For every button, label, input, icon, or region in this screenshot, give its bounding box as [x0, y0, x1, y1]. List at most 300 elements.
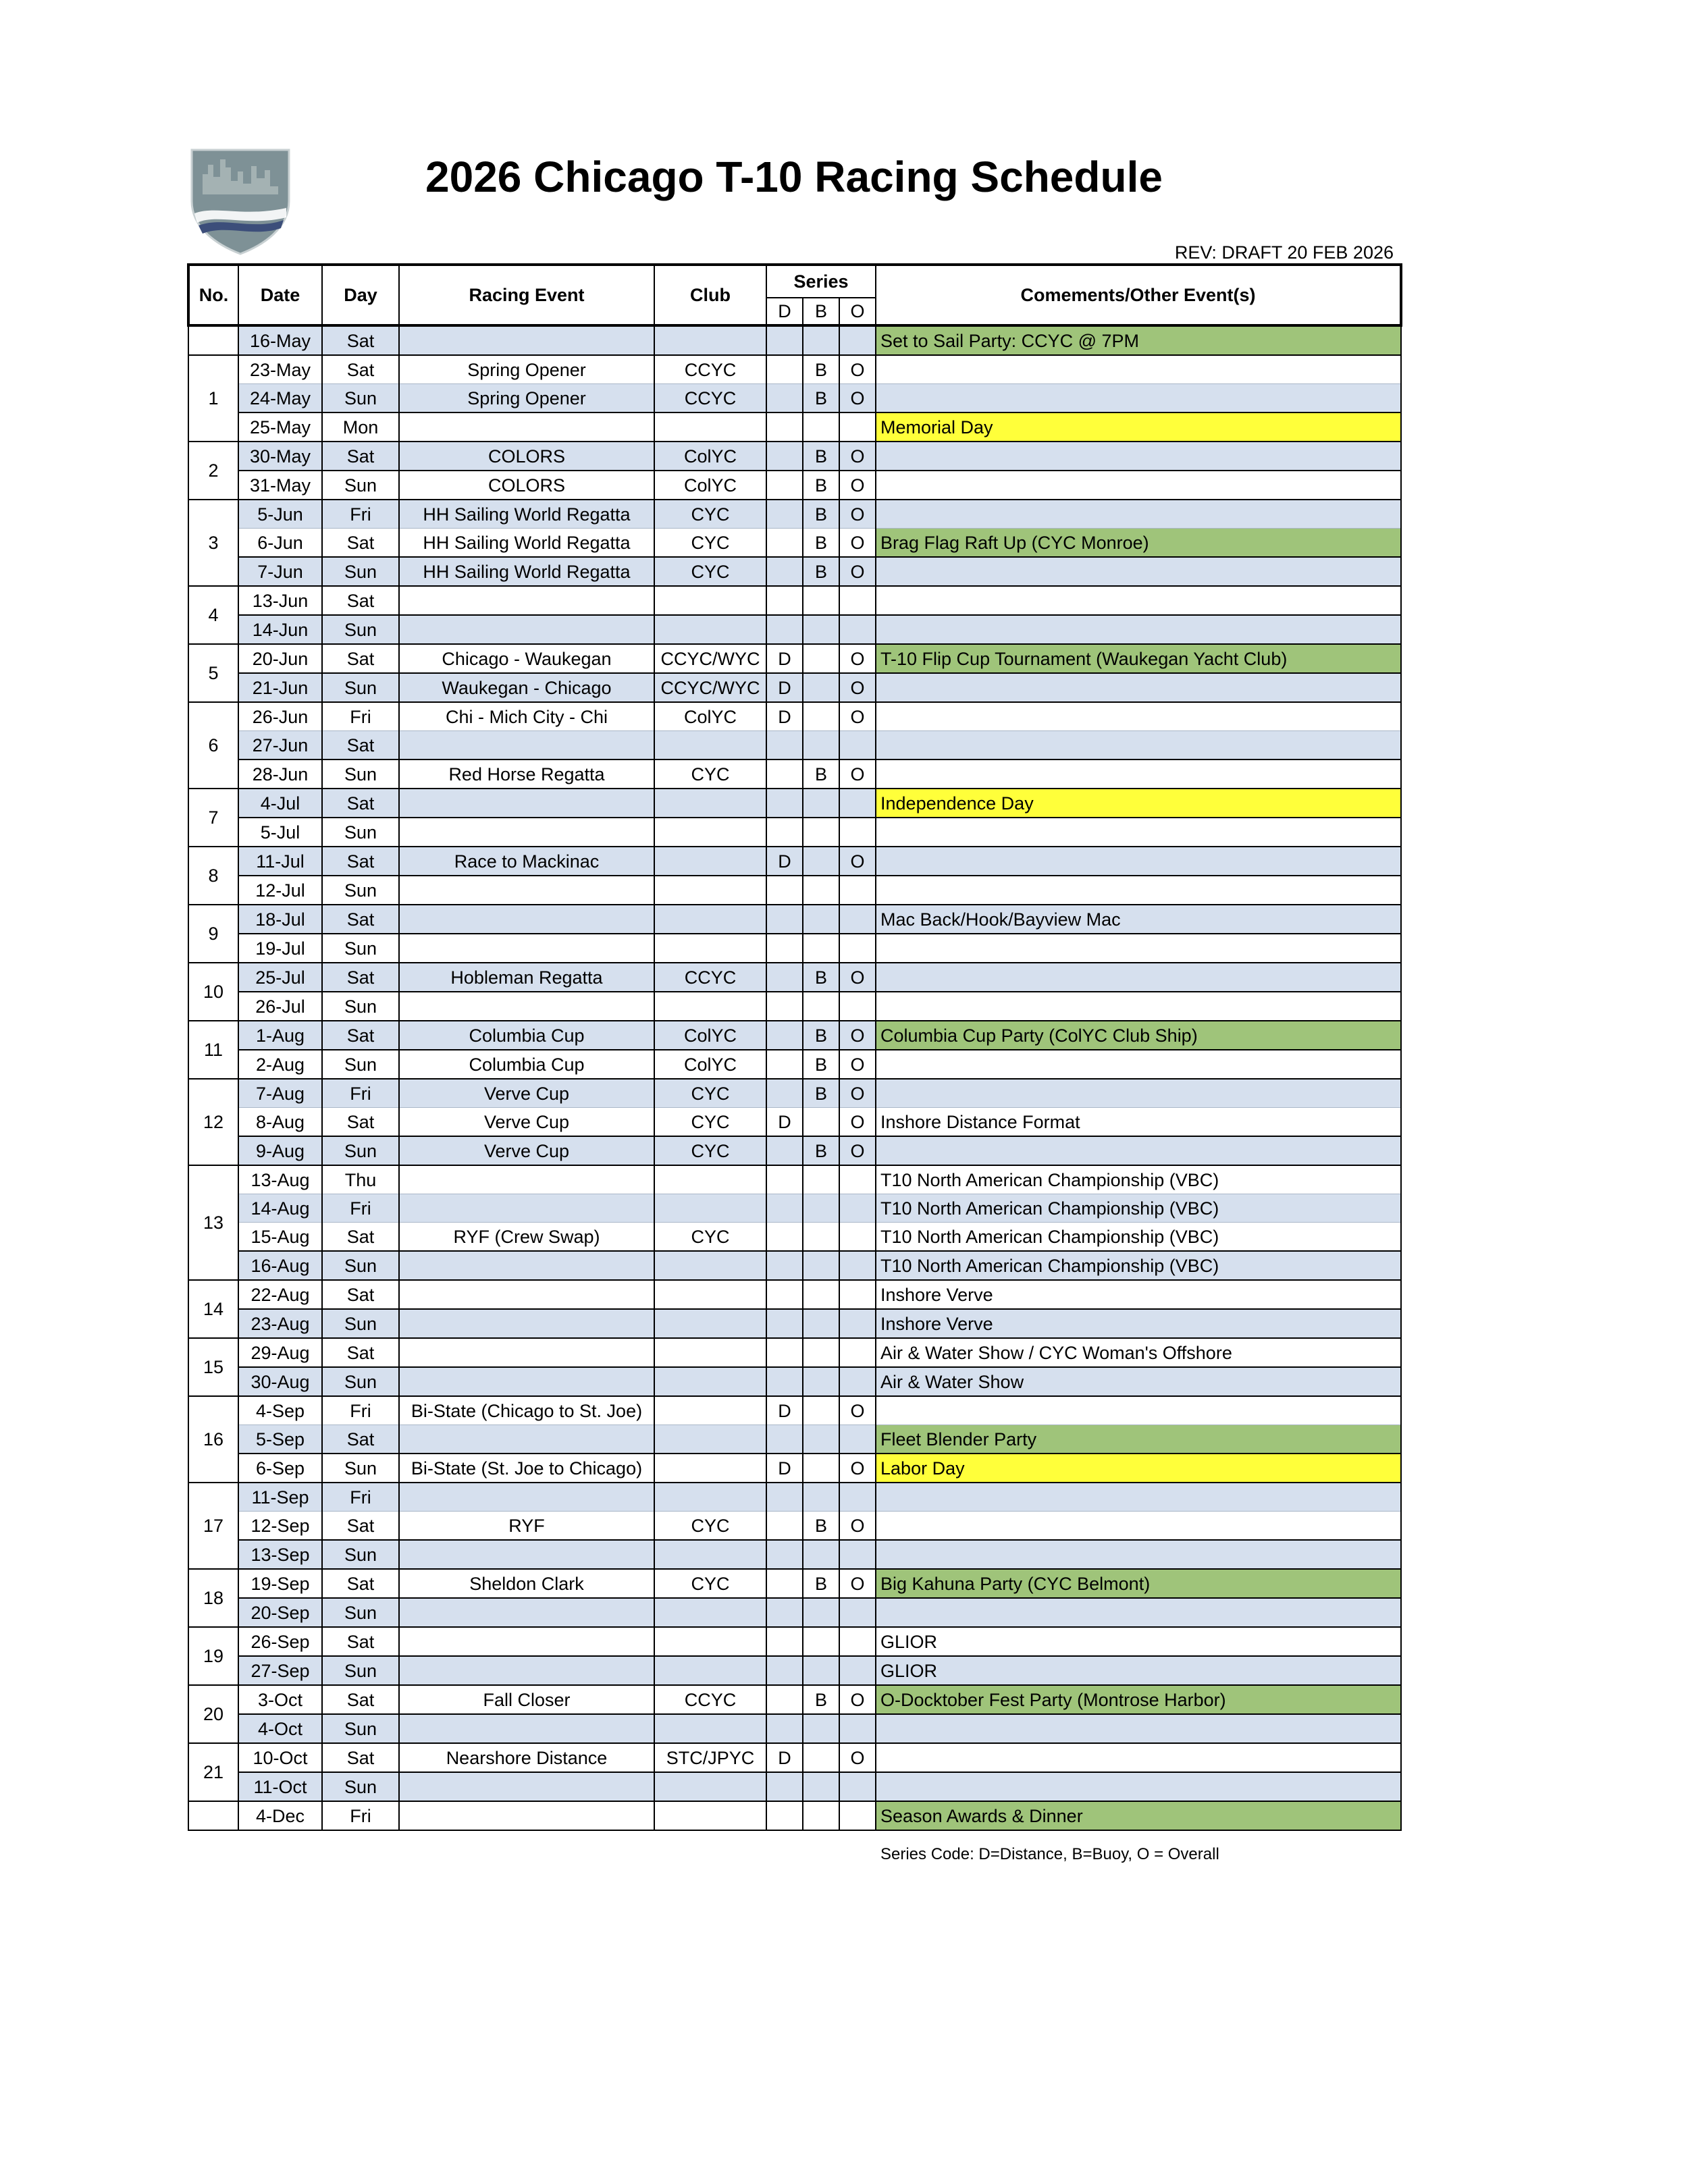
series-b-cell — [803, 1165, 839, 1194]
racing-event-cell: Red Horse Regatta — [399, 760, 654, 789]
series-b-cell — [803, 1801, 839, 1830]
day-cell: Fri — [322, 1483, 399, 1512]
series-b-cell — [803, 1251, 839, 1280]
series-d-cell: D — [766, 673, 803, 702]
comment-cell — [876, 1743, 1401, 1772]
race-number-cell: 5 — [188, 644, 238, 702]
series-o-cell — [839, 876, 876, 905]
comment-cell — [876, 1512, 1401, 1541]
series-b-cell: B — [803, 963, 839, 992]
club-cell — [654, 325, 766, 355]
club-cell: STC/JPYC — [654, 1743, 766, 1772]
day-cell: Sat — [322, 847, 399, 876]
date-cell: 29-Aug — [238, 1338, 322, 1367]
racing-event-cell — [399, 615, 654, 644]
series-b-cell — [803, 789, 839, 818]
date-cell: 13-Jun — [238, 586, 322, 615]
racing-event-cell: Fall Closer — [399, 1685, 654, 1714]
series-o-cell — [839, 1772, 876, 1801]
racing-event-cell: Columbia Cup — [399, 1050, 654, 1079]
schedule-row — [188, 1280, 1401, 1309]
club-cell — [654, 1251, 766, 1280]
date-cell: 14-Aug — [238, 1194, 322, 1223]
series-d-cell — [766, 1251, 803, 1280]
club-cell: CYC — [654, 1136, 766, 1165]
club-cell: ColYC — [654, 702, 766, 731]
series-o-cell — [839, 1309, 876, 1338]
date-cell: 15-Aug — [238, 1223, 322, 1252]
day-cell: Sat — [322, 1685, 399, 1714]
comment-cell — [876, 471, 1401, 500]
schedule-row — [188, 818, 1401, 847]
club-cell: ColYC — [654, 442, 766, 471]
racing-event-cell — [399, 1280, 654, 1309]
comment-cell — [876, 355, 1401, 384]
racing-event-cell: Sheldon Clark — [399, 1569, 654, 1598]
series-b-cell: B — [803, 557, 839, 586]
racing-event-cell: Columbia Cup — [399, 1021, 654, 1050]
club-cell — [654, 1367, 766, 1396]
series-d-cell — [766, 1540, 803, 1569]
series-b-cell: B — [803, 1136, 839, 1165]
race-number-cell: 1 — [188, 355, 238, 442]
series-d-cell — [766, 1685, 803, 1714]
racing-event-cell — [399, 586, 654, 615]
series-d-cell — [766, 384, 803, 413]
comment-cell — [876, 1050, 1401, 1079]
race-number-cell: 9 — [188, 905, 238, 963]
series-d-cell — [766, 760, 803, 789]
col-header-series-b: B — [803, 298, 839, 325]
day-cell: Sun — [322, 1050, 399, 1079]
series-d-cell: D — [766, 1454, 803, 1483]
club-cell — [654, 1165, 766, 1194]
racing-event-cell — [399, 1656, 654, 1685]
club-cell: CYC — [654, 500, 766, 529]
club-cell — [654, 1714, 766, 1743]
date-cell: 27-Sep — [238, 1656, 322, 1685]
club-cell — [654, 1309, 766, 1338]
series-d-cell: D — [766, 1743, 803, 1772]
series-b-cell — [803, 644, 839, 673]
race-number-cell: 12 — [188, 1079, 238, 1165]
club-cell — [654, 1454, 766, 1483]
col-header-racing-event: Racing Event — [399, 265, 654, 325]
club-cell — [654, 1425, 766, 1454]
series-b-cell — [803, 934, 839, 963]
schedule-row — [188, 412, 1401, 442]
date-cell: 12-Jul — [238, 876, 322, 905]
series-b-cell — [803, 673, 839, 702]
day-cell: Sat — [322, 1223, 399, 1252]
series-b-cell — [803, 702, 839, 731]
series-o-cell: O — [839, 1050, 876, 1079]
series-d-cell — [766, 876, 803, 905]
date-cell: 9-Aug — [238, 1136, 322, 1165]
comment-cell — [876, 1598, 1401, 1627]
day-cell: Sat — [322, 325, 399, 355]
series-b-cell — [803, 1108, 839, 1137]
day-cell: Sun — [322, 1540, 399, 1569]
series-b-cell: B — [803, 529, 839, 558]
day-cell: Sat — [322, 905, 399, 934]
schedule-row — [188, 876, 1401, 905]
series-o-cell — [839, 1194, 876, 1223]
series-b-cell — [803, 412, 839, 442]
day-cell: Sat — [322, 644, 399, 673]
series-d-cell — [766, 1165, 803, 1194]
date-cell: 11-Sep — [238, 1483, 322, 1512]
series-b-cell — [803, 1656, 839, 1685]
series-b-cell — [803, 992, 839, 1021]
date-cell: 8-Aug — [238, 1108, 322, 1137]
comment-cell — [876, 818, 1401, 847]
racing-event-cell — [399, 325, 654, 355]
series-b-cell — [803, 1714, 839, 1743]
racing-event-cell — [399, 412, 654, 442]
series-o-cell — [839, 1483, 876, 1512]
schedule-row — [188, 1656, 1401, 1685]
day-cell: Fri — [322, 500, 399, 529]
day-cell: Sat — [322, 1425, 399, 1454]
club-cell — [654, 1483, 766, 1512]
comment-cell — [876, 673, 1401, 702]
series-b-cell — [803, 1309, 839, 1338]
series-d-cell — [766, 557, 803, 586]
racing-event-cell — [399, 1714, 654, 1743]
race-number-cell: 3 — [188, 500, 238, 586]
racing-event-cell: COLORS — [399, 442, 654, 471]
series-b-cell — [803, 325, 839, 355]
day-cell: Sat — [322, 1280, 399, 1309]
race-number-cell — [188, 325, 238, 355]
schedule-row — [188, 1569, 1401, 1598]
schedule-row — [188, 1598, 1401, 1627]
club-cell — [654, 615, 766, 644]
comment-cell: Memorial Day — [876, 412, 1401, 442]
col-header-club: Club — [654, 265, 766, 325]
col-header-comments: Comements/Other Event(s) — [876, 265, 1401, 325]
schedule-row — [188, 1165, 1401, 1194]
date-cell: 28-Jun — [238, 760, 322, 789]
date-cell: 16-Aug — [238, 1251, 322, 1280]
day-cell: Sun — [322, 384, 399, 413]
club-cell: CYC — [654, 1079, 766, 1108]
series-o-cell — [839, 1280, 876, 1309]
series-b-cell — [803, 1540, 839, 1569]
date-cell: 1-Aug — [238, 1021, 322, 1050]
date-cell: 19-Sep — [238, 1569, 322, 1598]
series-d-cell — [766, 1772, 803, 1801]
schedule-row — [188, 355, 1401, 384]
date-cell: 7-Aug — [238, 1079, 322, 1108]
schedule-row — [188, 1021, 1401, 1050]
club-cell — [654, 1396, 766, 1425]
day-cell: Sun — [322, 818, 399, 847]
day-cell: Sun — [322, 1656, 399, 1685]
series-d-cell: D — [766, 644, 803, 673]
comment-cell — [876, 615, 1401, 644]
series-o-cell: O — [839, 355, 876, 384]
date-cell: 10-Oct — [238, 1743, 322, 1772]
series-b-cell — [803, 876, 839, 905]
schedule-row — [188, 1136, 1401, 1165]
comment-cell — [876, 1136, 1401, 1165]
series-b-cell — [803, 1194, 839, 1223]
comment-cell: Independence Day — [876, 789, 1401, 818]
series-b-cell — [803, 1483, 839, 1512]
schedule-row — [188, 1396, 1401, 1425]
col-header-day: Day — [322, 265, 399, 325]
race-number-cell: 10 — [188, 963, 238, 1021]
club-logo-shield-icon — [189, 147, 292, 255]
date-cell: 21-Jun — [238, 673, 322, 702]
racing-event-cell — [399, 1338, 654, 1367]
series-o-cell — [839, 1223, 876, 1252]
schedule-row — [188, 1309, 1401, 1338]
series-b-cell — [803, 731, 839, 760]
club-cell: CYC — [654, 557, 766, 586]
series-d-cell — [766, 1569, 803, 1598]
series-o-cell — [839, 1165, 876, 1194]
series-o-cell: O — [839, 1079, 876, 1108]
club-cell — [654, 847, 766, 876]
club-cell — [654, 586, 766, 615]
day-cell: Sun — [322, 471, 399, 500]
racing-event-cell — [399, 1367, 654, 1396]
club-cell — [654, 1280, 766, 1309]
series-o-cell: O — [839, 644, 876, 673]
series-d-cell — [766, 355, 803, 384]
series-b-cell: B — [803, 1079, 839, 1108]
date-cell: 4-Jul — [238, 789, 322, 818]
club-cell: CYC — [654, 529, 766, 558]
comment-cell — [876, 1772, 1401, 1801]
day-cell: Fri — [322, 1079, 399, 1108]
comment-cell: T-10 Flip Cup Tournament (Waukegan Yacht Club) — [876, 644, 1401, 673]
series-o-cell — [839, 1367, 876, 1396]
racing-event-cell — [399, 1309, 654, 1338]
series-o-cell — [839, 1425, 876, 1454]
comment-cell: T10 North American Championship (VBC) — [876, 1194, 1401, 1223]
club-cell: CYC — [654, 1223, 766, 1252]
col-header-date: Date — [238, 265, 322, 325]
comment-cell: T10 North American Championship (VBC) — [876, 1251, 1401, 1280]
series-b-cell — [803, 1743, 839, 1772]
club-cell — [654, 992, 766, 1021]
race-number-cell: 20 — [188, 1685, 238, 1743]
schedule-row — [188, 847, 1401, 876]
date-cell: 6-Sep — [238, 1454, 322, 1483]
col-header-series-d: D — [766, 298, 803, 325]
day-cell: Sun — [322, 615, 399, 644]
series-o-cell: O — [839, 471, 876, 500]
series-d-cell — [766, 1079, 803, 1108]
racing-event-cell — [399, 1165, 654, 1194]
club-cell: ColYC — [654, 1021, 766, 1050]
series-d-cell — [766, 1338, 803, 1367]
racing-event-cell — [399, 876, 654, 905]
racing-event-cell — [399, 1251, 654, 1280]
schedule-row — [188, 1512, 1401, 1541]
race-number-cell: 15 — [188, 1338, 238, 1396]
race-number-cell: 7 — [188, 789, 238, 847]
series-b-cell: B — [803, 1050, 839, 1079]
series-b-cell — [803, 1772, 839, 1801]
comment-cell — [876, 1714, 1401, 1743]
racing-event-cell — [399, 992, 654, 1021]
schedule-row — [188, 1108, 1401, 1137]
date-cell: 26-Jun — [238, 702, 322, 731]
series-b-cell — [803, 905, 839, 934]
date-cell: 3-Oct — [238, 1685, 322, 1714]
series-d-cell — [766, 442, 803, 471]
page-title: 2026 Chicago T-10 Racing Schedule — [425, 153, 1163, 201]
series-o-cell: O — [839, 384, 876, 413]
date-cell: 2-Aug — [238, 1050, 322, 1079]
schedule-row — [188, 1079, 1401, 1108]
series-o-cell: O — [839, 1512, 876, 1541]
date-cell: 11-Oct — [238, 1772, 322, 1801]
day-cell: Sat — [322, 731, 399, 760]
series-d-cell — [766, 615, 803, 644]
day-cell: Sat — [322, 355, 399, 384]
comment-cell: O-Docktober Fest Party (Montrose Harbor) — [876, 1685, 1401, 1714]
day-cell: Sat — [322, 789, 399, 818]
date-cell: 31-May — [238, 471, 322, 500]
series-b-cell — [803, 818, 839, 847]
racing-event-cell — [399, 1598, 654, 1627]
day-cell: Sun — [322, 760, 399, 789]
day-cell: Sat — [322, 442, 399, 471]
series-o-cell — [839, 905, 876, 934]
series-o-cell: O — [839, 1454, 876, 1483]
day-cell: Sat — [322, 1743, 399, 1772]
schedule-row — [188, 1540, 1401, 1569]
date-cell: 18-Jul — [238, 905, 322, 934]
series-b-cell — [803, 1454, 839, 1483]
racing-event-cell — [399, 1483, 654, 1512]
series-o-cell: O — [839, 1685, 876, 1714]
day-cell: Sun — [322, 1367, 399, 1396]
date-cell: 11-Jul — [238, 847, 322, 876]
schedule-row — [188, 1425, 1401, 1454]
series-o-cell — [839, 992, 876, 1021]
club-cell: CCYC — [654, 1685, 766, 1714]
series-o-cell — [839, 934, 876, 963]
day-cell: Sun — [322, 1598, 399, 1627]
club-cell: CCYC — [654, 963, 766, 992]
series-o-cell: O — [839, 702, 876, 731]
series-d-cell — [766, 818, 803, 847]
schedule-row — [188, 529, 1401, 558]
comment-cell — [876, 1079, 1401, 1108]
day-cell: Sat — [322, 586, 399, 615]
series-d-cell — [766, 1801, 803, 1830]
date-cell: 13-Aug — [238, 1165, 322, 1194]
series-d-cell: D — [766, 1396, 803, 1425]
date-cell: 5-Jun — [238, 500, 322, 529]
series-code-footnote: Series Code: D=Distance, B=Buoy, O = Overall — [880, 1845, 1219, 1863]
comment-cell: Inshore Verve — [876, 1309, 1401, 1338]
racing-event-cell — [399, 905, 654, 934]
comment-cell — [876, 876, 1401, 905]
schedule-row — [188, 789, 1401, 818]
series-b-cell — [803, 1338, 839, 1367]
series-o-cell: O — [839, 442, 876, 471]
schedule-row — [188, 615, 1401, 644]
date-cell: 4-Dec — [238, 1801, 322, 1830]
racing-event-cell: Waukegan - Chicago — [399, 673, 654, 702]
series-o-cell — [839, 586, 876, 615]
series-o-cell: O — [839, 1136, 876, 1165]
series-d-cell — [766, 1050, 803, 1079]
series-o-cell — [839, 325, 876, 355]
club-cell — [654, 1772, 766, 1801]
schedule-row — [188, 1454, 1401, 1483]
series-b-cell: B — [803, 1569, 839, 1598]
club-cell — [654, 1598, 766, 1627]
series-d-cell — [766, 789, 803, 818]
series-d-cell — [766, 500, 803, 529]
series-o-cell: O — [839, 760, 876, 789]
schedule-row — [188, 1338, 1401, 1367]
series-b-cell — [803, 615, 839, 644]
schedule-row — [188, 731, 1401, 760]
series-o-cell: O — [839, 673, 876, 702]
series-o-cell — [839, 1801, 876, 1830]
series-d-cell — [766, 934, 803, 963]
series-d-cell — [766, 1280, 803, 1309]
date-cell: 26-Sep — [238, 1627, 322, 1656]
day-cell: Sun — [322, 673, 399, 702]
series-b-cell — [803, 1627, 839, 1656]
revision-label: REV: DRAFT 20 FEB 2026 — [1174, 242, 1394, 263]
schedule-row — [188, 1743, 1401, 1772]
series-d-cell — [766, 1021, 803, 1050]
series-d-cell — [766, 905, 803, 934]
series-d-cell — [766, 1367, 803, 1396]
series-b-cell — [803, 1396, 839, 1425]
racing-schedule-table — [187, 263, 1402, 1831]
series-d-cell — [766, 1223, 803, 1252]
day-cell: Sun — [322, 557, 399, 586]
racing-event-cell — [399, 1194, 654, 1223]
date-cell: 23-May — [238, 355, 322, 384]
date-cell: 6-Jun — [238, 529, 322, 558]
schedule-row — [188, 1223, 1401, 1252]
comment-cell: Air & Water Show — [876, 1367, 1401, 1396]
racing-event-cell: Nearshore Distance — [399, 1743, 654, 1772]
series-d-cell — [766, 1714, 803, 1743]
race-number-cell: 18 — [188, 1569, 238, 1627]
comment-cell — [876, 992, 1401, 1021]
racing-event-cell — [399, 1425, 654, 1454]
series-o-cell: O — [839, 557, 876, 586]
racing-event-cell: Hobleman Regatta — [399, 963, 654, 992]
series-o-cell — [839, 615, 876, 644]
schedule-row — [188, 1685, 1401, 1714]
day-cell: Fri — [322, 702, 399, 731]
club-cell: ColYC — [654, 1050, 766, 1079]
racing-event-cell — [399, 818, 654, 847]
club-cell — [654, 905, 766, 934]
club-cell — [654, 934, 766, 963]
series-o-cell: O — [839, 1108, 876, 1137]
comment-cell: Inshore Distance Format — [876, 1108, 1401, 1137]
club-cell — [654, 412, 766, 442]
schedule-row — [188, 905, 1401, 934]
